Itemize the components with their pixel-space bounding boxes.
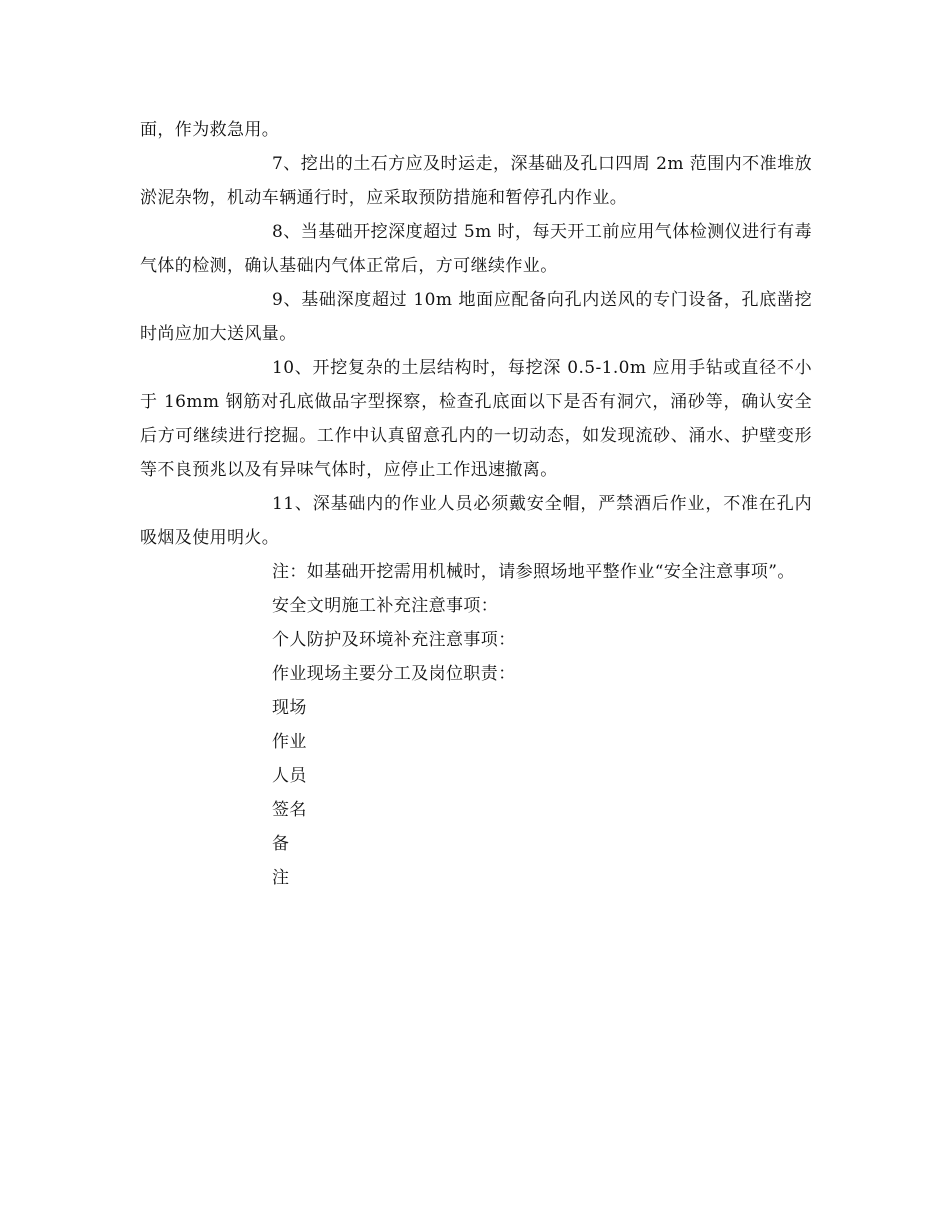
- paragraph-item-8: 8、当基础开挖深度超过 5m 时，每天开工前应用气体检测仪进行有毒气体的检测，确认基础内气体正常后，方可继续作业。: [140, 222, 812, 276]
- signature-label-line-3: 人员: [272, 766, 307, 786]
- safety-supplement-heading: 安全文明施工补充注意事项：: [272, 596, 499, 616]
- paragraph-continuation: 面，作为救急用。: [140, 120, 280, 140]
- signature-label-line-1: 现场: [272, 698, 307, 718]
- paragraph-item-11: 11、深基础内的作业人员必须戴安全帽，严禁酒后作业，不准在孔内吸烟及使用明火。: [140, 494, 812, 548]
- document-body: [140, 113, 812, 895]
- remarks-label-line-1: 备: [272, 834, 290, 854]
- paragraph-item-9: 9、基础深度超过 10m 地面应配备向孔内送风的专门设备，孔底凿挖时尚应加大送风量。: [140, 290, 812, 344]
- signature-label-line-2: 作业: [272, 732, 307, 752]
- duty-division-heading: 作业现场主要分工及岗位职责：: [272, 664, 516, 684]
- paragraph-item-7: 7、挖出的土石方应及时运走，深基础及孔口四周 2m 范围内不准堆放淤泥杂物，机动车辆通行时，应采取预防措施和暂停孔内作业。: [140, 154, 812, 208]
- protection-supplement-heading: 个人防护及环境补充注意事项：: [272, 630, 516, 650]
- paragraph-item-10: 10、开挖复杂的土层结构时，每挖深 0.5-1.0m 应用手钻或直径不小于 16mm 钢筋对孔底做品字型探察，检查孔底面以下是否有洞穴，涌砂等，确认安全后方可继续进行挖掘。工作中认真留意孔内的一切动态，如发现流砂、涌水、护壁变形等不良预兆以及有异味气体时，应停止工作迅速撤离。: [140, 358, 812, 480]
- remarks-label-line-2: 注: [272, 868, 290, 888]
- paragraph-note: 注：如基础开挖需用机械时，请参照场地平整作业“安全注意事项”。: [272, 562, 795, 582]
- signature-label-line-4: 签名: [272, 800, 307, 820]
